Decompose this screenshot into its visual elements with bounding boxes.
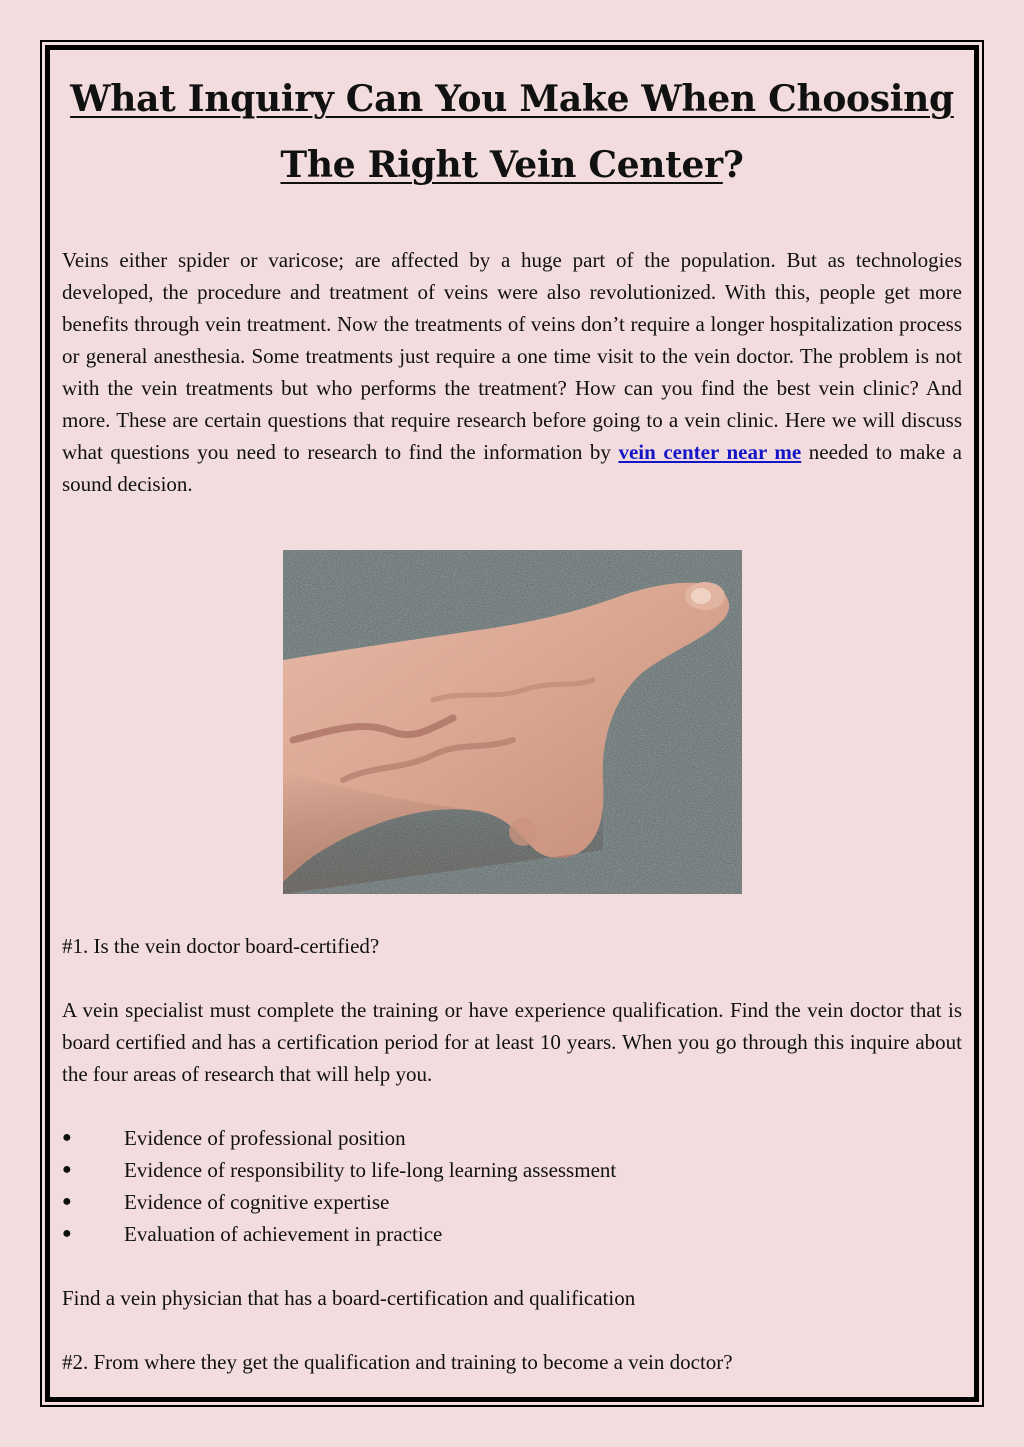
specialist-paragraph: A vein specialist must complete the training or have experience qualification. Find the vein doctor that is board certified and has a certification period for at least 10 years. When you go through this inquire about the four areas of research that will help you. xyxy=(62,998,962,1086)
question-1: #1. Is the vein doctor board-certified? xyxy=(62,934,380,958)
bullet-icon: ● xyxy=(62,1129,72,1146)
bullet-icon: ● xyxy=(62,1193,72,1210)
list-item: ● Evidence of professional position xyxy=(62,1122,962,1154)
bullet-icon: ● xyxy=(62,1225,72,1242)
find-physician-line: Find a vein physician that has a board-certification and qualification xyxy=(62,1286,636,1310)
document-title: What Inquiry Can You Make When Choosing The Right Vein Center? xyxy=(70,78,954,186)
list-item: ● Evidence of cognitive expertise xyxy=(62,1186,962,1218)
requirements-list xyxy=(62,1122,962,1250)
list-item: ● Evaluation of achievement in practice xyxy=(62,1218,962,1250)
document-body xyxy=(62,66,962,1378)
vein-center-link[interactable]: vein center near me xyxy=(618,440,802,464)
leg-veins-photo xyxy=(283,550,742,894)
question-2: #2. From where they get the qualification and training to become a vein doctor? xyxy=(62,1350,733,1374)
bullet-icon: ● xyxy=(62,1161,72,1178)
list-item: ● Evidence of responsibility to life-long learning assessment xyxy=(62,1154,962,1186)
intro-paragraph: Veins either spider or varicose; are affected by a huge part of the population. But as technologies developed, the procedure and treatment of veins were also revolutionized. With this, people get more benefits through vein treatment. Now the treatments of veins don’t require a longer hospitalization process or general anesthesia. Some treatments just require a one time visit to the vein doctor. The problem is not with the vein treatments but who performs the treatment? How can you find the best vein clinic? And more. These are certain questions that require research before going to a vein clinic. Here we will discuss what questions you need to research to find the information by vein center near me needed to make a sound decision. xyxy=(62,248,963,496)
